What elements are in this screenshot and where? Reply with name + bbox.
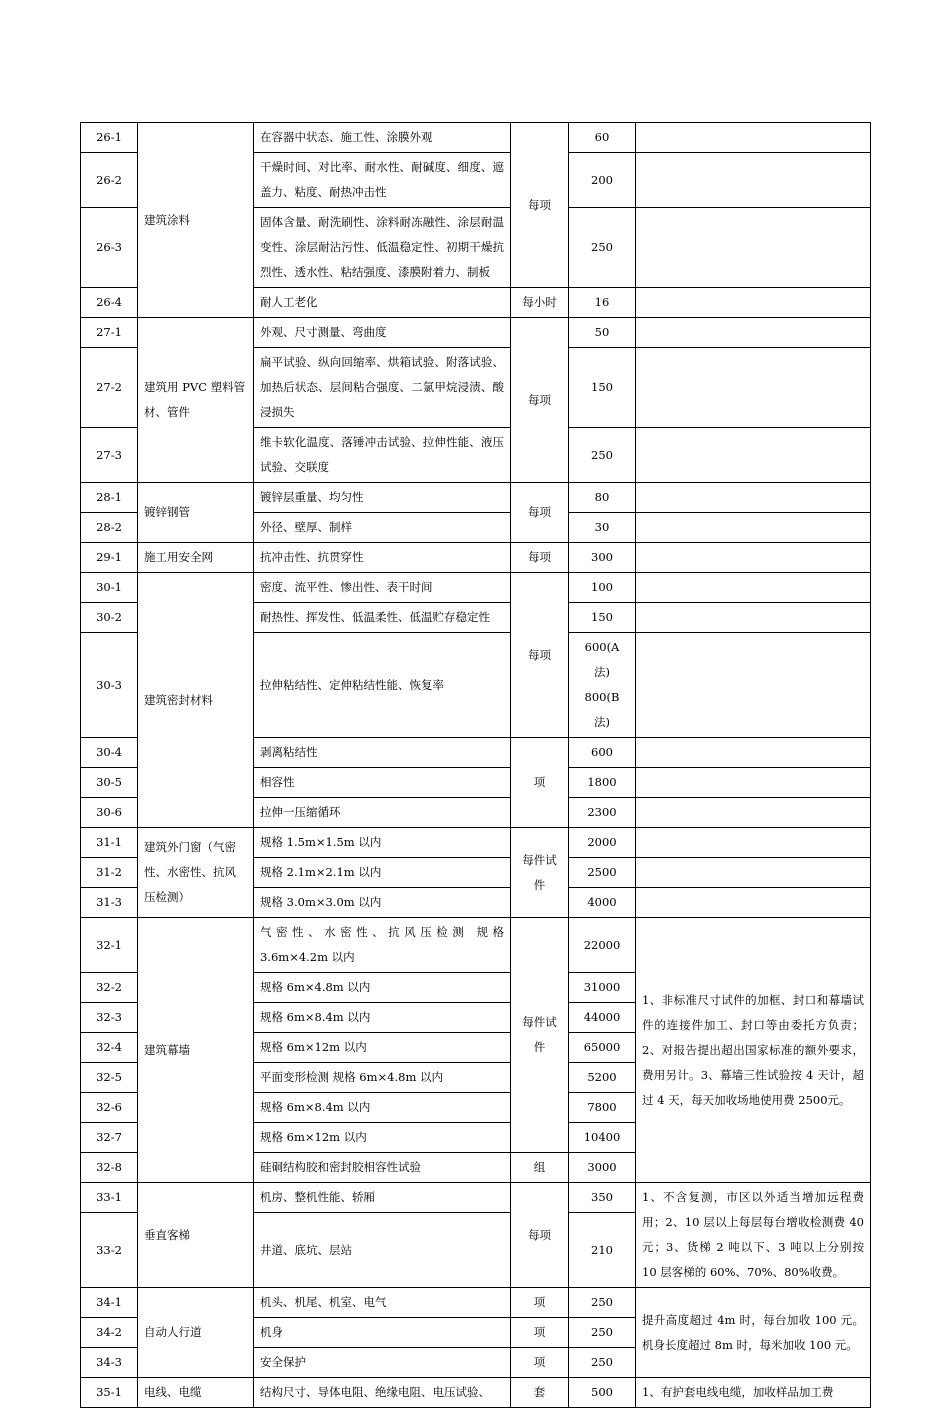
test-item: 规格 2.1m×2.1m 以内	[254, 858, 511, 888]
price: 150	[569, 348, 636, 428]
unit: 每件试件	[511, 918, 569, 1153]
item-code: 34-1	[81, 1288, 138, 1318]
item-code: 26-1	[81, 123, 138, 153]
price: 65000	[569, 1033, 636, 1063]
item-code: 32-1	[81, 918, 138, 973]
table-row	[81, 1183, 871, 1213]
test-item: 密度、流平性、惨出性、表干时间	[254, 573, 511, 603]
item-code: 30-3	[81, 633, 138, 738]
test-item: 结构尺寸、导体电阻、绝缘电阻、电压试验、	[254, 1378, 511, 1408]
price: 250	[569, 428, 636, 483]
price: 250	[569, 1348, 636, 1378]
price: 100	[569, 573, 636, 603]
remark	[636, 603, 871, 633]
price: 300	[569, 543, 636, 573]
test-item: 拉伸一压缩循环	[254, 798, 511, 828]
price: 500	[569, 1378, 636, 1408]
price: 10400	[569, 1123, 636, 1153]
table-row	[81, 1288, 871, 1318]
item-code: 29-1	[81, 543, 138, 573]
unit: 每项	[511, 318, 569, 483]
test-item: 机房、整机性能、轿厢	[254, 1183, 511, 1213]
remark	[636, 428, 871, 483]
item-code: 32-8	[81, 1153, 138, 1183]
test-item: 耐人工老化	[254, 288, 511, 318]
price	[569, 633, 636, 738]
item-code: 32-6	[81, 1093, 138, 1123]
test-item: 机头、机尾、机室、电气	[254, 1288, 511, 1318]
fee-table	[80, 122, 871, 1408]
unit: 每项	[511, 483, 569, 543]
remark	[636, 513, 871, 543]
item-code: 30-4	[81, 738, 138, 768]
item-code: 31-1	[81, 828, 138, 858]
item-code: 27-2	[81, 348, 138, 428]
test-item: 抗冲击性、抗贯穿性	[254, 543, 511, 573]
material-name: 自动人行道	[138, 1288, 254, 1378]
price: 31000	[569, 973, 636, 1003]
remark	[636, 828, 871, 858]
price-a: 600(A 法)	[584, 640, 620, 679]
test-item: 剥离粘结性	[254, 738, 511, 768]
price: 4000	[569, 888, 636, 918]
material-name: 建筑幕墙	[138, 918, 254, 1183]
test-item: 外观、尺寸测量、弯曲度	[254, 318, 511, 348]
test-item: 井道、底坑、层站	[254, 1213, 511, 1288]
material-name: 施工用安全网	[138, 543, 254, 573]
table-row	[81, 318, 871, 348]
item-code: 26-4	[81, 288, 138, 318]
table-row	[81, 543, 871, 573]
price: 5200	[569, 1063, 636, 1093]
item-code: 27-3	[81, 428, 138, 483]
item-code: 26-2	[81, 153, 138, 208]
test-item: 规格 1.5m×1.5m 以内	[254, 828, 511, 858]
remark	[636, 768, 871, 798]
test-item: 耐热性、挥发性、低温柔性、低温贮存稳定性	[254, 603, 511, 633]
remark	[636, 318, 871, 348]
price: 2300	[569, 798, 636, 828]
price: 250	[569, 208, 636, 288]
test-item: 镀锌层重量、均匀性	[254, 483, 511, 513]
price: 2500	[569, 858, 636, 888]
material-name: 电线、电缆	[138, 1378, 254, 1408]
item-code: 32-5	[81, 1063, 138, 1093]
remark	[636, 573, 871, 603]
remark	[636, 483, 871, 513]
unit: 每件试件	[511, 828, 569, 918]
price: 200	[569, 153, 636, 208]
table-row	[81, 828, 871, 858]
material-name: 垂直客梯	[138, 1183, 254, 1288]
item-code: 30-2	[81, 603, 138, 633]
unit: 每小时	[511, 288, 569, 318]
item-code: 31-3	[81, 888, 138, 918]
table-row	[81, 1378, 871, 1408]
remark	[636, 208, 871, 288]
price: 250	[569, 1318, 636, 1348]
price-b: 800(B 法)	[584, 690, 620, 729]
test-item: 安全保护	[254, 1348, 511, 1378]
unit: 项	[511, 1288, 569, 1318]
item-code: 28-2	[81, 513, 138, 543]
remark	[636, 858, 871, 888]
price: 60	[569, 123, 636, 153]
item-code: 32-2	[81, 973, 138, 1003]
test-item: 维卡软化温度、落锤冲击试验、拉伸性能、液压试验、交联度	[254, 428, 511, 483]
unit: 项	[511, 1348, 569, 1378]
test-item: 外径、壁厚、制样	[254, 513, 511, 543]
material-name: 建筑外门窗（气密性、水密性、抗风压检测）	[138, 828, 254, 918]
unit: 组	[511, 1153, 569, 1183]
item-code: 33-1	[81, 1183, 138, 1213]
table-row	[81, 918, 871, 973]
price: 80	[569, 483, 636, 513]
unit: 每项	[511, 543, 569, 573]
table-row	[81, 483, 871, 513]
price: 2000	[569, 828, 636, 858]
price: 210	[569, 1213, 636, 1288]
price: 150	[569, 603, 636, 633]
item-code: 32-3	[81, 1003, 138, 1033]
unit: 每项	[511, 573, 569, 738]
remark	[636, 738, 871, 768]
test-item: 机身	[254, 1318, 511, 1348]
remark	[636, 633, 871, 738]
price: 30	[569, 513, 636, 543]
item-code: 33-2	[81, 1213, 138, 1288]
price: 50	[569, 318, 636, 348]
material-name: 建筑用 PVC 塑料管材、管件	[138, 318, 254, 483]
price: 250	[569, 1288, 636, 1318]
remark	[636, 348, 871, 428]
test-item: 规格 6m×12m 以内	[254, 1123, 511, 1153]
test-item: 气密性、水密性、抗风压检测 规格 3.6m×4.2m 以内	[254, 918, 511, 973]
remark: 1、非标准尺寸试件的加框、封口和幕墙试件的连接件加工、封口等由委托方负责；2、对报告提出超出国家标准的额外要求，费用另计。3、幕墙三性试验按 4 天计，超过 4 天，每天加收场地使用费 2500元。	[636, 918, 871, 1183]
price: 22000	[569, 918, 636, 973]
remark	[636, 543, 871, 573]
test-item: 扁平试验、纵向回缩率、烘箱试验、附落试验、加热后状态、层间粘合强度、二氯甲烷浸渍、酸浸损失	[254, 348, 511, 428]
test-item: 在容器中状态、施工性、涂膜外观	[254, 123, 511, 153]
test-item: 干燥时间、对比率、耐水性、耐碱度、细度、遮盖力、粘度、耐热冲击性	[254, 153, 511, 208]
item-code: 26-3	[81, 208, 138, 288]
table-row	[81, 573, 871, 603]
price: 350	[569, 1183, 636, 1213]
test-item: 规格 6m×4.8m 以内	[254, 973, 511, 1003]
item-code: 27-1	[81, 318, 138, 348]
price: 3000	[569, 1153, 636, 1183]
price: 1800	[569, 768, 636, 798]
unit: 每项	[511, 1183, 569, 1288]
remark	[636, 288, 871, 318]
unit: 项	[511, 1318, 569, 1348]
item-code: 34-3	[81, 1348, 138, 1378]
item-code: 30-5	[81, 768, 138, 798]
item-code: 34-2	[81, 1318, 138, 1348]
test-item: 规格 6m×8.4m 以内	[254, 1003, 511, 1033]
price: 7800	[569, 1093, 636, 1123]
material-name: 建筑涂料	[138, 123, 254, 318]
test-item: 平面变形检测 规格 6m×4.8m 以内	[254, 1063, 511, 1093]
table-row	[81, 123, 871, 153]
item-code: 28-1	[81, 483, 138, 513]
test-item: 规格 6m×8.4m 以内	[254, 1093, 511, 1123]
test-item: 硅硐结构胶和密封胶相容性试验	[254, 1153, 511, 1183]
material-name: 镀锌钢管	[138, 483, 254, 543]
item-code: 35-1	[81, 1378, 138, 1408]
item-code: 30-6	[81, 798, 138, 828]
item-code: 30-1	[81, 573, 138, 603]
test-item: 相容性	[254, 768, 511, 798]
remark	[636, 888, 871, 918]
test-item: 拉伸粘结性、定伸粘结性能、恢复率	[254, 633, 511, 738]
price: 16	[569, 288, 636, 318]
item-code: 31-2	[81, 858, 138, 888]
test-item: 规格 3.0m×3.0m 以内	[254, 888, 511, 918]
material-name: 建筑密封材料	[138, 573, 254, 828]
test-item: 规格 6m×12m 以内	[254, 1033, 511, 1063]
item-code: 32-4	[81, 1033, 138, 1063]
unit: 套	[511, 1378, 569, 1408]
remark: 1、有护套电线电缆，加收样品加工费	[636, 1378, 871, 1408]
test-item: 固体含量、耐洗刷性、涂料耐冻融性、涂层耐温变性、涂层耐沾污性、低温稳定性、初期干燥抗烈性、透水性、粘结强度、漆膜附着力、制板	[254, 208, 511, 288]
price: 44000	[569, 1003, 636, 1033]
remark: 提升高度超过 4m 时，每台加收 100 元。机身长度超过 8m 时，每米加收 100 元。	[636, 1288, 871, 1378]
remark	[636, 798, 871, 828]
unit: 项	[511, 738, 569, 828]
unit: 每项	[511, 123, 569, 288]
remark: 1、不含复测，市区以外适当增加远程费用；2、10 层以上每层每台增收检测费 40元；3、货梯 2 吨以下、3 吨以上分别按 10 层客梯的 60%、70%、80%收费。	[636, 1183, 871, 1288]
remark	[636, 153, 871, 208]
remark	[636, 123, 871, 153]
item-code: 32-7	[81, 1123, 138, 1153]
price: 600	[569, 738, 636, 768]
